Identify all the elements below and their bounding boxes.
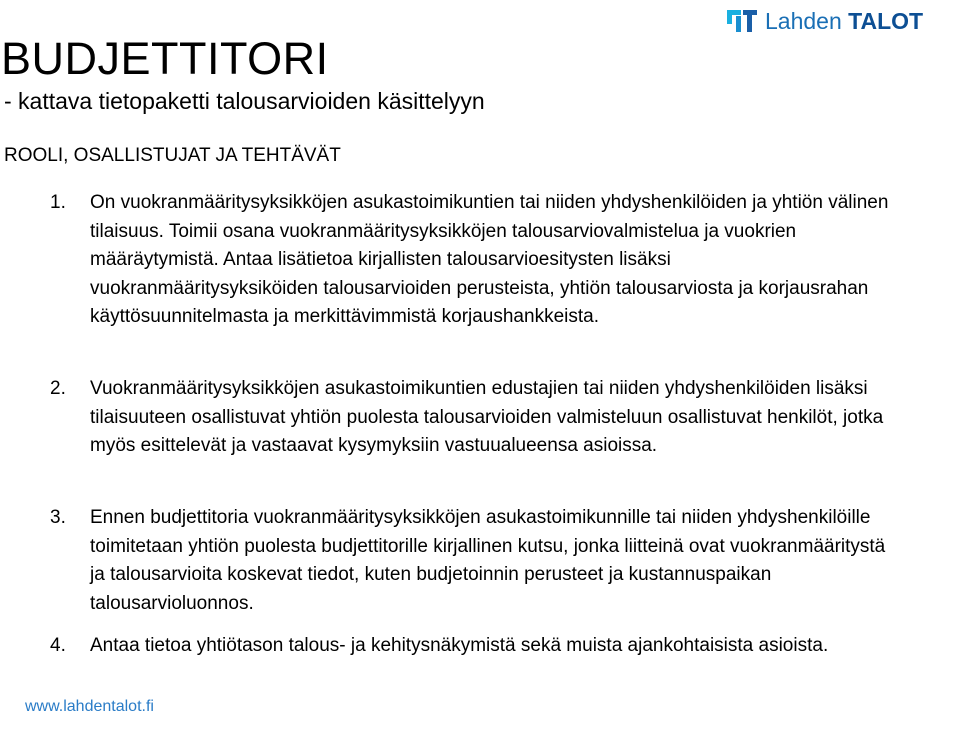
logo-wordmark [765, 6, 923, 36]
list-item-text: Ennen budjettitoria vuokranmääritysyksikköjen asukastoimikunnille tai niiden yhdyshenkilöille toimitetaan yhtiön puolesta budjettitorille kirjallinen kutsu, jonka liitteinä ovat vuokranmääritystä ja talousarvioita koskevat tiedot, kuten budjetoinnin perusteet ja kustannuspaikan talousarvioluonnos. [90, 507, 886, 614]
list-item-number: 4. [50, 635, 66, 656]
list-item-text: Vuokranmääritysyksikköjen asukastoimikuntien edustajien tai niiden yhdyshenkilöiden lisäksi tilaisuuteen osallistuvat yhtiön puolesta talousarvioiden valmisteluun osallistuvat henkilöt, jotka myös esittelevät ja vastaavat kysymyksiin vastuualueensa asioissa. [90, 378, 884, 456]
page-title: BUDJETTITORI [1, 33, 329, 84]
lahden-talot-logo-icon [727, 8, 757, 34]
footer-website-link[interactable]: www.lahdentalot.fi [25, 698, 154, 715]
logo-name-part1: Lahden [765, 8, 842, 34]
logo-name-part2: TALOT [848, 8, 924, 34]
list-item-text: Antaa tietoa yhtiötason talous- ja kehitysnäkymistä sekä muista ajankohtaisista asioista. [90, 635, 829, 656]
list-item-number: 1. [50, 192, 66, 213]
list-item-number: 2. [50, 378, 66, 399]
list-item-number: 3. [50, 507, 66, 528]
page-subtitle: - kattava tietopaketti talousarvioiden käsittelyyn [4, 88, 485, 114]
section-heading: ROOLI, OSALLISTUJAT JA TEHTÄVÄT [4, 145, 341, 166]
brand-logo [727, 6, 923, 36]
list-item-text: On vuokranmääritysyksikköjen asukastoimikuntien tai niiden yhdyshenkilöiden ja yhtiön välinen tilaisuus. Toimii osana vuokranmääritysyksikköjen talousarviovalmistelua ja vuokrien määräytymistä. Antaa lisätietoa kirjallisten talousarvioesitysten lisäksi vuokranmääritysyksiköiden talousarvioiden perusteista, yhtiön talousarviosta ja korjausrahan käyttösuunnitelmasta ja merkittävimmistä korjaushankkeista. [90, 192, 889, 327]
